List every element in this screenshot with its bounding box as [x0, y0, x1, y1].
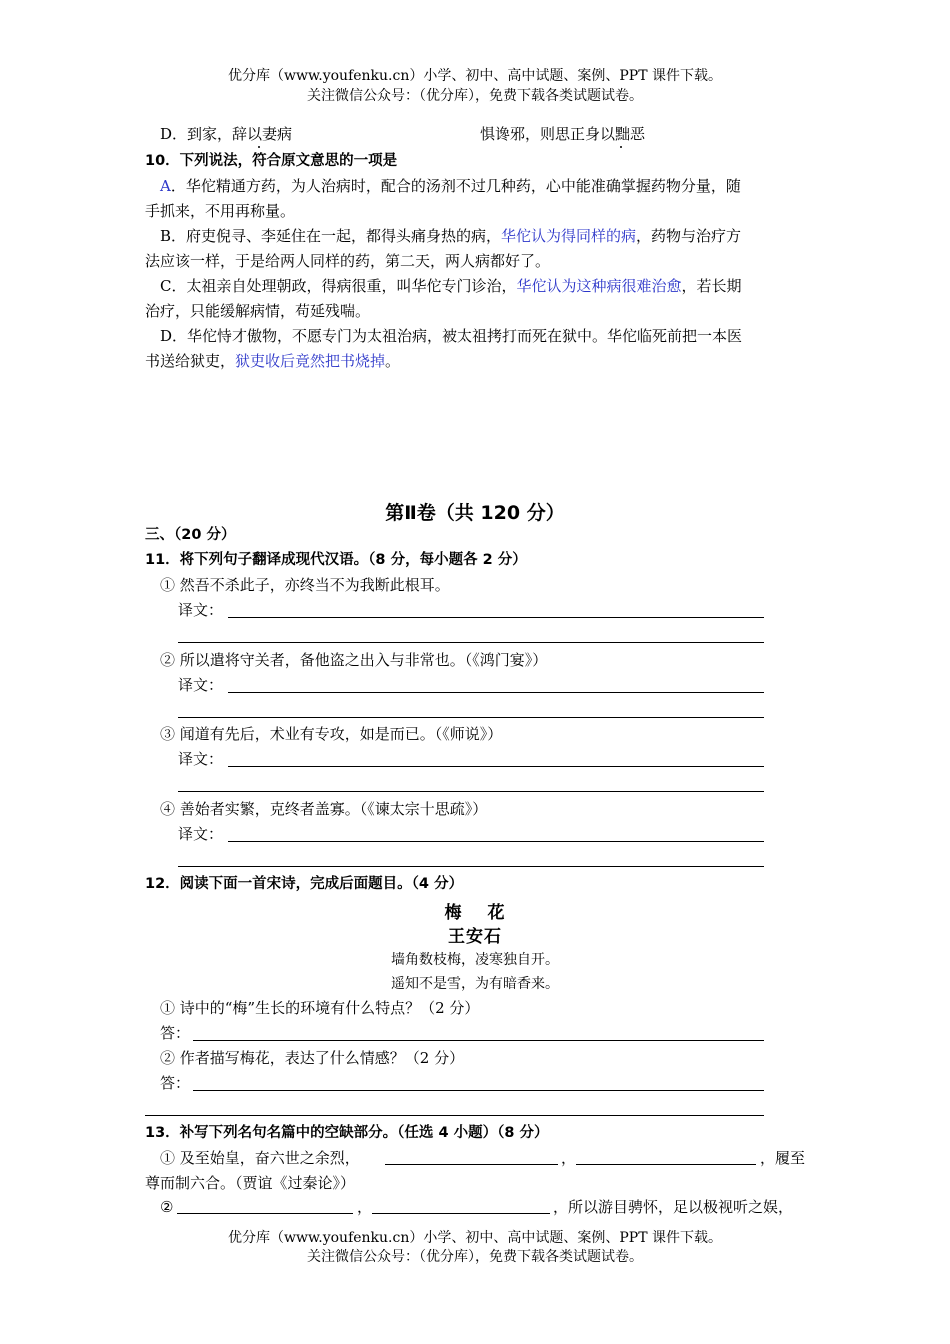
q12-answer-label-2: 答： [160, 1074, 191, 1092]
q11-answer-label-3: 译文： [178, 750, 224, 768]
q10-option-a-line2: 手抓来，不用再称量。 [145, 202, 296, 220]
option-b-text: B．府吏倪寻、李延住在一起，都得头痛身热的病， [160, 227, 502, 245]
section-title: 第Ⅱ卷（共 120 分） [385, 502, 565, 524]
answer-line[interactable] [178, 791, 764, 792]
option-a-label: A [160, 177, 171, 195]
q12-question-2: ② 作者描写梅花，表达了什么情感？（2 分） [160, 1049, 465, 1067]
q13-sentence-1-comma: ， [561, 1149, 577, 1167]
poem-line-2: 遥知不是雪，为有暗香来。 [391, 976, 559, 992]
q13-sentence-1-line2: 尊而制六合。（贾谊《过秦论》） [145, 1174, 356, 1192]
q11-answer-label-2: 译文： [178, 676, 224, 694]
emphasis-dot [620, 146, 622, 148]
q10-stem: 10．下列说法，符合原文意思的一项是 [145, 153, 398, 169]
q11-sentence-4: ④ 善始者实繁，克终者盖寡。（《谏太宗十思疏》） [160, 800, 488, 818]
answer-line[interactable] [178, 866, 764, 867]
answer-line[interactable] [193, 1040, 764, 1041]
fill-blank[interactable] [177, 1213, 353, 1214]
option-a-text: ．华佗精通方药，为人治病时，配合的汤剂不过几种药，心中能准确掌握药物分量，随 [170, 177, 741, 195]
answer-line[interactable] [178, 717, 764, 718]
answer-line[interactable] [228, 617, 764, 618]
answer-line[interactable] [228, 692, 764, 693]
q13-sentence-2-end: ，所以游目骋怀，足以极视听之娱， [553, 1198, 794, 1216]
option-b-highlight: 华佗认为得同样的病 [501, 227, 637, 245]
q13-sentence-1-start: ① 及至始皇，奋六世之余烈， [160, 1149, 360, 1167]
q11-sentence-3: ③ 闻道有先后，术业有专攻，如是而已。（《师说》） [160, 725, 503, 743]
q13-sentence-2-start: ② [160, 1198, 174, 1216]
option-d-text-end: 。 [385, 352, 401, 370]
poem-title: 梅 花 [444, 903, 506, 923]
fill-blank[interactable] [372, 1213, 550, 1214]
answer-line[interactable] [193, 1090, 764, 1091]
q12-answer-label-1: 答： [160, 1024, 191, 1042]
q11-sentence-2: ② 所以遣将守关者，备他盗之出入与非常也。（《鸿门宴》） [160, 651, 548, 669]
q9-option-d-right: 惧谗邪，则思正身以黜恶 [480, 125, 646, 143]
q11-sentence-1: ① 然吾不杀此子，亦终当不为我断此根耳。 [160, 576, 450, 594]
footer-line-1: 优分库（www.youfenku.cn）小学、初中、高中试题、案例、PPT 课件下载。 [227, 1230, 722, 1246]
fill-blank[interactable] [576, 1164, 756, 1165]
q10-option-b-line2: 法应该一样，于是给两人同样的药，第二天，两人病都好了。 [145, 252, 551, 270]
part-three-heading: 三、（20 分） [145, 527, 236, 543]
q11-answer-label-1: 译文： [178, 601, 224, 619]
q10-option-c-line1 [160, 276, 742, 296]
q12-question-1: ① 诗中的“梅”生长的环境有什么特点？（2 分） [160, 999, 480, 1017]
option-d-text: 书送给狱吏， [145, 352, 236, 370]
q13-sentence-2-comma: ， [357, 1198, 373, 1216]
q10-option-a-line1 [160, 176, 741, 196]
q9-option-d: D．到家，辞以妻病 [160, 125, 293, 143]
q13-sentence-1-end: ，履至 [760, 1149, 806, 1167]
fill-blank[interactable] [385, 1164, 558, 1165]
q12-stem: 12．阅读下面一首宋诗，完成后面题目。（4 分） [145, 876, 464, 892]
header-line-1: 优分库（www.youfenku.cn）小学、初中、高中试题、案例、PPT 课件下载。 [227, 68, 722, 84]
q11-answer-label-4: 译文： [178, 825, 224, 843]
option-b-text-end: ，药物与治疗方 [636, 227, 742, 245]
q11-stem: 11．将下列句子翻译成现代汉语。（8 分，每小题各 2 分） [145, 552, 527, 568]
q10-option-c-line2: 治疗，只能缓解病情，苟延残喘。 [145, 302, 371, 320]
answer-line[interactable] [178, 642, 764, 643]
header-line-2: 关注微信公众号：（优分库），免费下载各类试题试卷。 [307, 88, 643, 104]
answer-line[interactable] [228, 766, 764, 767]
option-d-highlight: 狱吏收后竟然把书烧掉 [235, 352, 386, 370]
q10-option-d-line1: D．华佗恃才傲物，不愿专门为太祖治病，被太祖拷打而死在狱中。华佗临死前把一本医 [160, 327, 743, 345]
option-c-highlight: 华佗认为这种病很难治愈 [516, 277, 682, 295]
q10-option-d-line2 [145, 351, 400, 371]
option-c-text: C．太祖亲自处理朝政，得病很重，叫华佗专门诊治， [160, 277, 517, 295]
answer-line[interactable] [145, 1115, 764, 1116]
answer-line[interactable] [228, 841, 764, 842]
poem-author: 王安石 [448, 927, 502, 947]
q13-stem: 13．补写下列名句名篇中的空缺部分。（任选 4 小题）（8 分） [145, 1125, 549, 1141]
footer-line-2: 关注微信公众号：（优分库），免费下载各类试题试卷。 [307, 1249, 643, 1265]
poem-line-1: 墙角数枝梅，凌寒独自开。 [391, 952, 559, 968]
option-c-text-end: ，若长期 [681, 277, 742, 295]
emphasis-dot [258, 146, 260, 148]
q10-option-b-line1 [160, 226, 741, 246]
